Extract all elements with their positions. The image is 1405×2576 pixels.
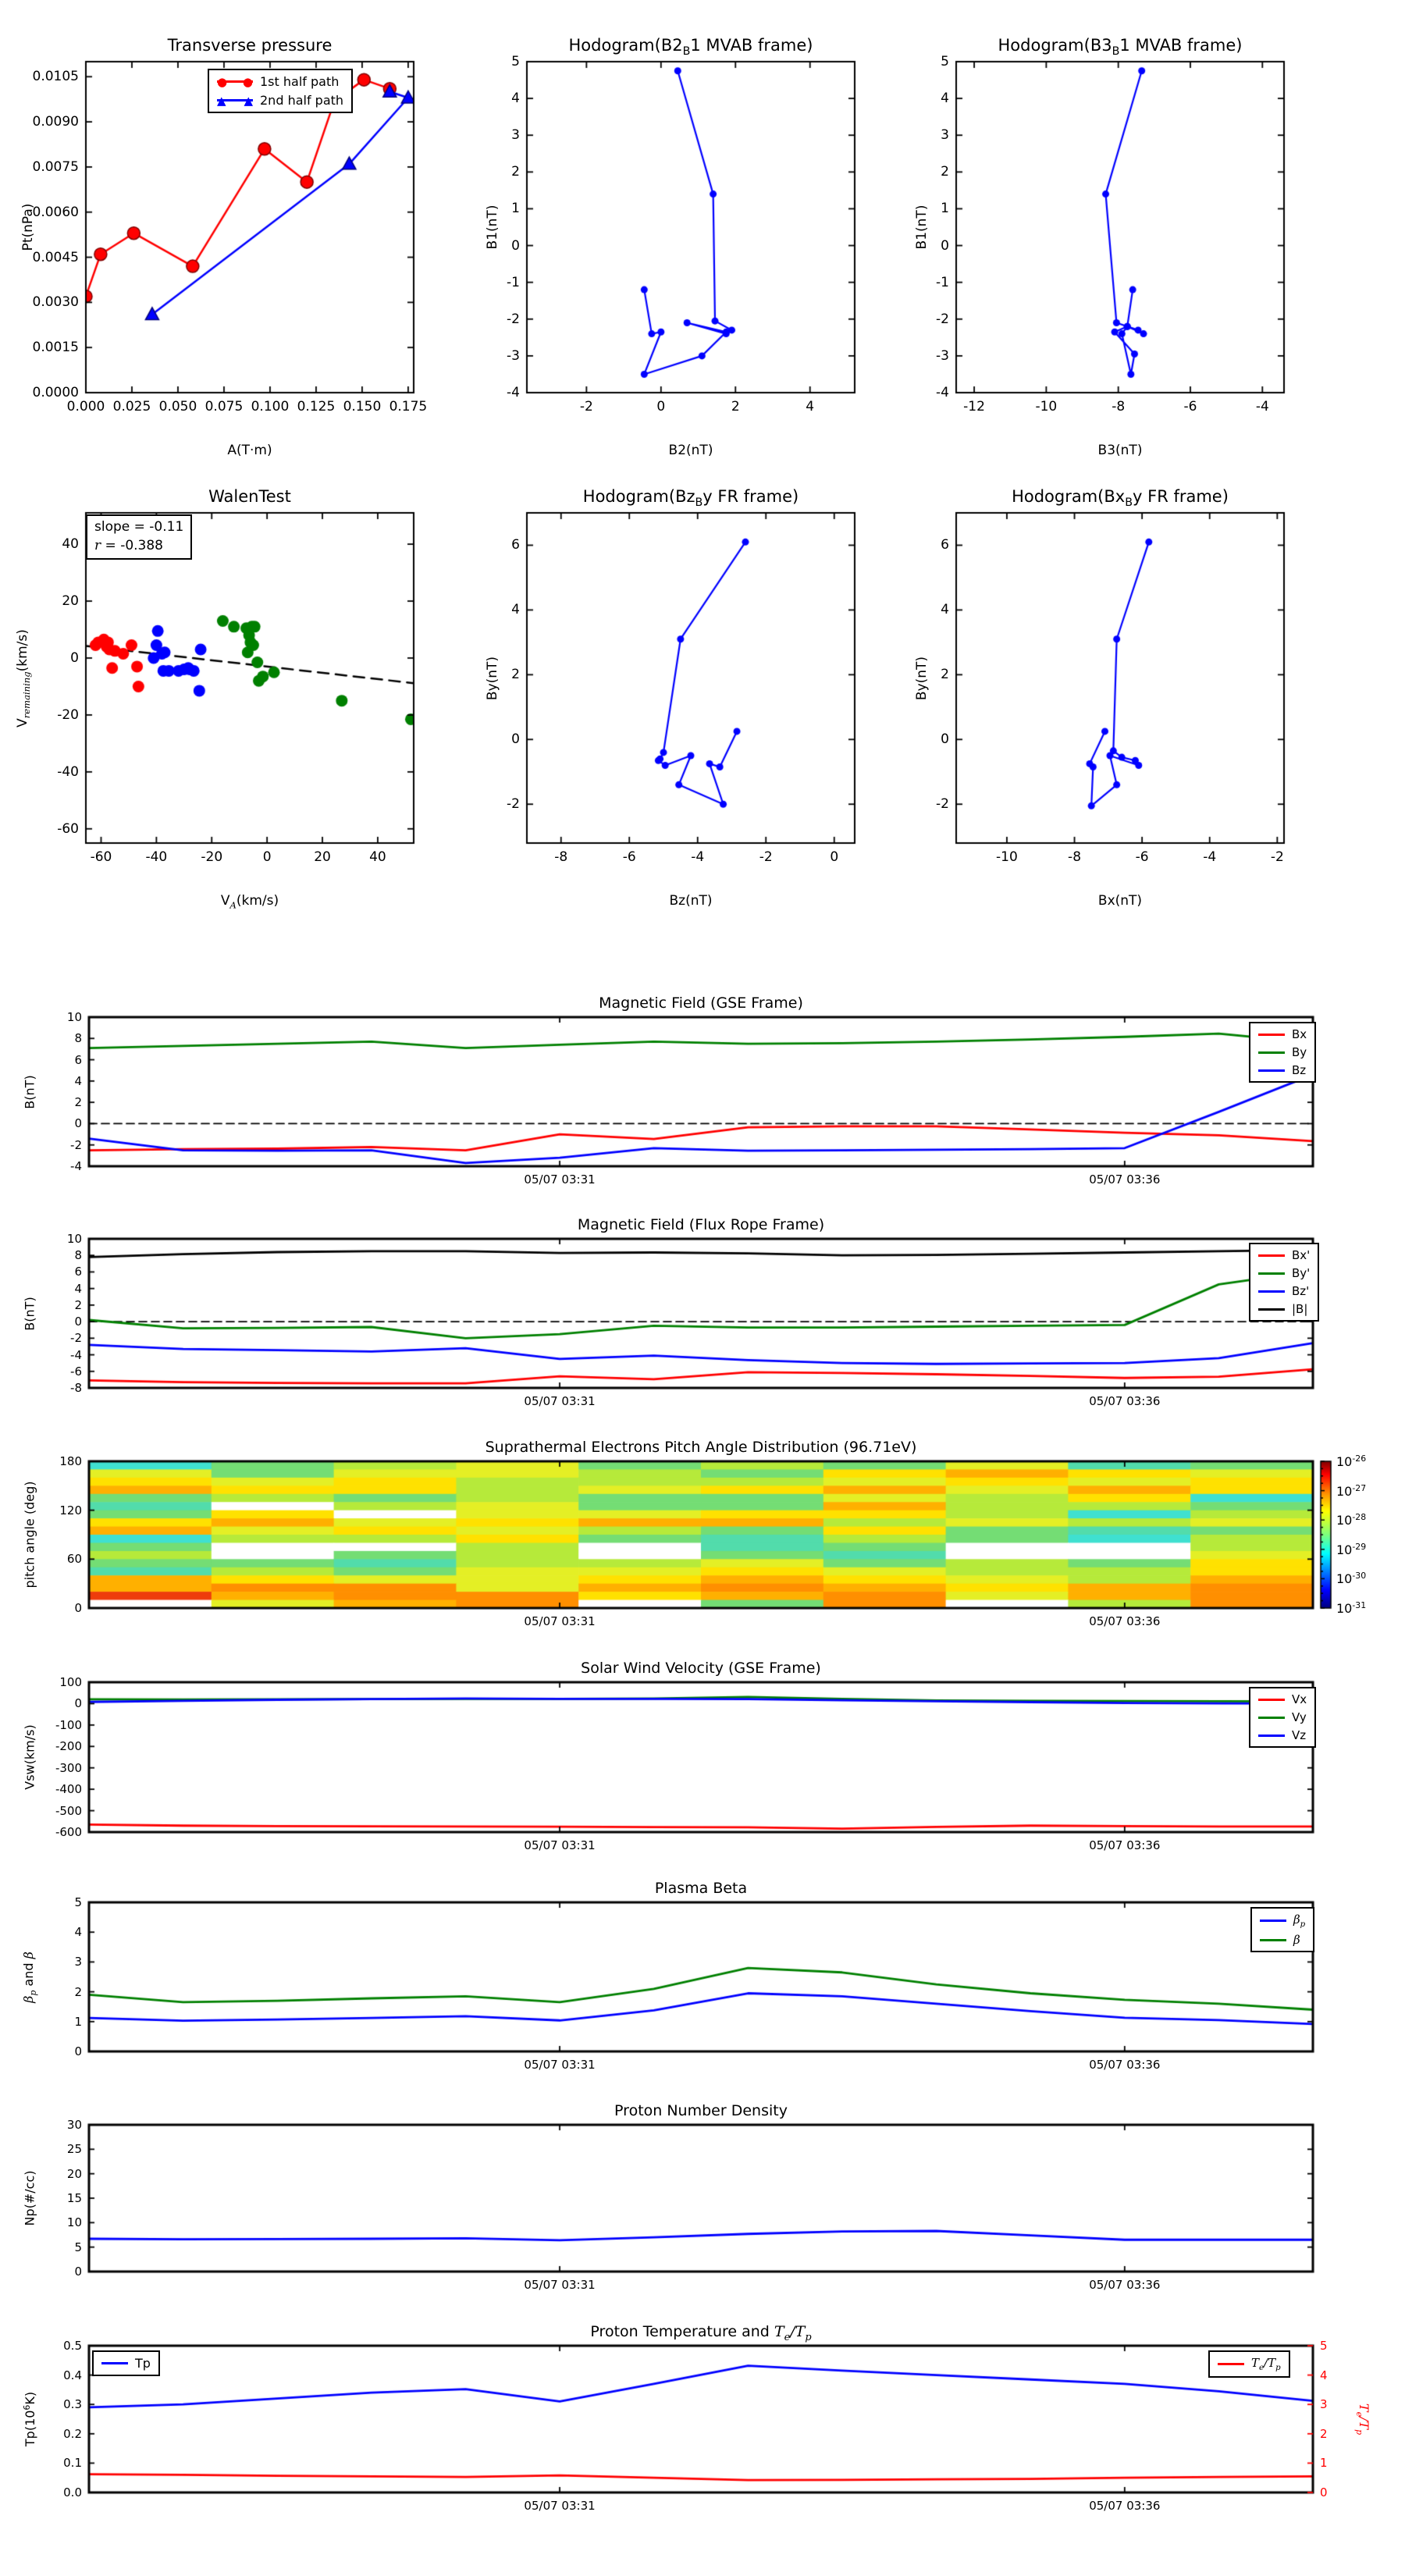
legend-entry	[1258, 1027, 1307, 1041]
y-axis-label-hodogram-b2-b1: B1(nT)	[485, 205, 500, 250]
legend-swatch-icon	[1258, 1028, 1285, 1041]
legend-swatch-icon	[1260, 1934, 1286, 1946]
y-tick-label: -1	[936, 274, 949, 290]
legend-label: $T_e/T_p$	[1251, 2356, 1281, 2372]
y-axis-label-hodogram-bz-by: By(nT)	[485, 656, 500, 700]
y-tick-label: -3	[507, 347, 520, 364]
y-tick-label: 0	[74, 1116, 82, 1131]
y-tick-label: 5	[74, 2240, 82, 2254]
legend-proton-temperature	[92, 2350, 160, 2376]
legend-entry	[1258, 1266, 1310, 1280]
legend-marker-icon: ●	[217, 74, 228, 89]
y-tick-label: -4	[936, 385, 949, 400]
legend-transverse-pressure	[208, 69, 353, 113]
y-axis-label-hodogram-bx-by: By(nT)	[914, 656, 930, 700]
x-tick-label: 05/07 03:36	[1089, 2058, 1161, 2072]
y-tick-label: 4	[511, 602, 520, 618]
y-tick-label: 0.0060	[32, 204, 79, 220]
legend-label: By	[1292, 1045, 1307, 1059]
y-tick-label: 0	[74, 2265, 82, 2279]
y-tick-label: 3	[941, 127, 949, 144]
legend-entry	[217, 93, 343, 108]
y-tick-label: -500	[55, 1803, 82, 1818]
y-tick-label: 4	[941, 602, 949, 618]
x-tick-label: -6	[1183, 399, 1197, 415]
y-axis-label-proton-temperature: $Tp(10^6K)$	[21, 2391, 38, 2447]
y-tick-label: -2	[936, 796, 949, 813]
panel-title-plasma-beta: Plasma Beta	[654, 1880, 748, 1897]
y-tick-label: 5	[74, 1895, 82, 1909]
x-tick-label: 40	[369, 849, 386, 865]
x-tick-label: 0.075	[205, 399, 244, 415]
y-tick-label: 4	[74, 1281, 82, 1296]
y-tick-label: -300	[55, 1760, 82, 1775]
y-tick-label: 0	[74, 1601, 82, 1615]
legend-label: 2nd half path	[260, 93, 344, 108]
x-axis-label-hodogram-bx-by: Bx(nT)	[1097, 893, 1143, 909]
x-tick-label: 05/07 03:31	[524, 1614, 596, 1628]
y-axis-label-walen-test: $V_{remaining}(km/s)$	[14, 628, 33, 728]
y-tick-label: 1	[74, 2014, 82, 2029]
panel-title-solar-wind-velocity: Solar Wind Velocity (GSE Frame)	[581, 1660, 821, 1677]
x-tick-label: 05/07 03:36	[1089, 2278, 1161, 2292]
x-tick-label: -8	[554, 849, 568, 865]
x-tick-label: 0.125	[297, 399, 336, 415]
y-tick-label: 0	[511, 237, 520, 254]
legend-swatch-icon	[1258, 1693, 1285, 1706]
y-tick-label: 0	[70, 649, 79, 666]
y-tick-label: 20	[62, 593, 79, 610]
legend-swatch-icon	[1258, 1046, 1285, 1059]
y-axis-label-magnetic-field-flux-rope: B(nT)	[22, 1296, 37, 1331]
y-tick-label: -2	[936, 311, 949, 327]
legend-swatch-icon	[1258, 1267, 1285, 1279]
legend-swatch-icon	[217, 76, 253, 88]
y-tick-label: -60	[57, 820, 79, 837]
panel-title-proton-temperature: Proton Temperature and $T_e/T_p$	[590, 2323, 812, 2343]
x-axis-label-hodogram-bz-by: Bz(nT)	[669, 893, 713, 909]
legend-label: β	[1293, 1933, 1300, 1947]
y-tick-label: -6	[70, 1364, 82, 1379]
y-tick-label: 2	[511, 164, 520, 180]
legend-label: Bz	[1292, 1063, 1307, 1077]
legend-swatch-icon	[1258, 1249, 1285, 1261]
y-tick-label: 3	[511, 127, 520, 144]
x-tick-label: -6	[622, 849, 636, 865]
panel-title-hodogram-bz-by: $Hodogram(Bz_By$ FR frame)	[582, 487, 799, 510]
legend-entry	[217, 74, 343, 89]
legend-plasma-beta	[1250, 1907, 1314, 1952]
legend-magnetic-field-gse	[1249, 1022, 1316, 1083]
colorbar-label: $10^{-31}$	[1336, 1599, 1367, 1617]
y-tick-label: 8	[74, 1248, 82, 1263]
y-tick-label: 0.2	[63, 2426, 82, 2441]
y-tick-label: 60	[66, 1552, 82, 1567]
secondary-legend-proton-temperature	[1208, 2350, 1290, 2378]
y-tick-label: -400	[55, 1782, 82, 1797]
x-tick-label: 05/07 03:36	[1089, 1614, 1161, 1628]
y-tick-label: 0.0090	[32, 114, 79, 130]
x-tick-label: -12	[963, 399, 985, 415]
legend-entry	[1258, 1045, 1307, 1059]
legend-swatch-icon	[1260, 1915, 1286, 1927]
y-tick-label: 0	[941, 237, 949, 254]
legend-label: Tp	[135, 2356, 151, 2371]
x-tick-label: -10	[996, 849, 1018, 865]
panel-title-magnetic-field-gse: Magnetic Field (GSE Frame)	[599, 994, 803, 1012]
y-axis-label-plasma-beta: $\beta_p$ and β	[20, 1951, 39, 2003]
y-tick-label: -4	[70, 1159, 82, 1173]
x-tick-label: 05/07 03:31	[524, 2499, 596, 2513]
x-tick-label: 0.025	[112, 399, 151, 415]
y-tick-label: 4	[511, 91, 520, 107]
x-tick-label: 05/07 03:36	[1089, 1172, 1161, 1187]
colorbar-label: $10^{-29}$	[1336, 1541, 1367, 1557]
legend-label: $\beta_p$	[1293, 1912, 1306, 1929]
right-y-axis-label-proton-temperature: $T_e/T_p$	[1353, 2403, 1372, 2435]
y-tick-label: 1	[511, 201, 520, 217]
y-tick-label: 25	[66, 2142, 82, 2157]
x-tick-label: 05/07 03:36	[1089, 2499, 1161, 2513]
legend-entry	[1258, 1692, 1307, 1706]
panel-title-hodogram-bx-by: $Hodogram(Bx_By$ FR frame)	[1012, 487, 1229, 510]
legend-swatch-icon	[1218, 2358, 1244, 2371]
y-axis-label-hodogram-b3-b1: B1(nT)	[914, 205, 930, 250]
y-tick-label: 2	[74, 1984, 82, 1999]
legend-marker-icon: ▲	[244, 93, 253, 108]
x-tick-label: -10	[1035, 399, 1058, 415]
y-tick-label: 0	[511, 731, 520, 748]
y-tick-label: 6	[511, 537, 520, 553]
x-tick-label: -2	[759, 849, 773, 865]
y-tick-label: 0.0105	[32, 69, 79, 85]
y-tick-label: -200	[55, 1739, 82, 1754]
x-tick-label: 05/07 03:31	[524, 1394, 596, 1408]
y-tick-label: 10	[66, 1232, 82, 1246]
y-tick-label: 30	[66, 2118, 82, 2132]
x-tick-label: 20	[314, 849, 331, 865]
x-tick-label: 05/07 03:31	[524, 2278, 596, 2292]
y-tick-label: 6	[74, 1052, 82, 1067]
legend-entry	[1258, 1063, 1307, 1077]
y-axis-label-solar-wind-velocity: Vsw(km/s)	[22, 1724, 37, 1790]
y-tick-label: -2	[507, 311, 520, 327]
x-tick-label: 0	[656, 399, 666, 415]
y-tick-label: -2	[70, 1137, 82, 1152]
legend-label: Vy	[1292, 1710, 1307, 1724]
x-tick-label: -40	[145, 849, 168, 865]
y-tick-label: -8	[70, 1381, 82, 1395]
legend-entry	[1260, 1933, 1305, 1947]
y-tick-label: -100	[55, 1717, 82, 1732]
legend-entry	[1258, 1284, 1310, 1298]
colorbar-label: $10^{-27}$	[1336, 1482, 1367, 1499]
colorbar-label: $10^{-28}$	[1336, 1512, 1367, 1528]
x-tick-label: -2	[1270, 849, 1284, 865]
y-axis-label-transverse-pressure: Pt(nPa)	[20, 203, 36, 251]
y-tick-label: 3	[74, 1955, 82, 1969]
y-axis-label-electron-pad: pitch angle (deg)	[22, 1481, 37, 1589]
panel-title-hodogram-b2-b1: $Hodogram(B2_B1$ MVAB frame)	[568, 36, 813, 59]
legend-entry	[1258, 1728, 1307, 1742]
legend-swatch-icon	[1258, 1711, 1285, 1724]
y-tick-label: 0.0	[63, 2485, 82, 2500]
y-tick-label: 4	[74, 1925, 82, 1940]
colorbar-label: $10^{-30}$	[1336, 1571, 1367, 1587]
x-tick-label: 05/07 03:31	[524, 1172, 596, 1187]
x-tick-label: -20	[201, 849, 223, 865]
x-tick-label: -2	[579, 399, 593, 415]
y-tick-label: 0.1	[63, 2456, 82, 2471]
legend-entry	[1218, 2356, 1281, 2372]
y-tick-label: 0.0000	[32, 385, 79, 400]
legend-solar-wind-velocity	[1249, 1687, 1316, 1748]
annotation-box	[86, 514, 192, 560]
panel-title-magnetic-field-flux-rope: Magnetic Field (Flux Rope Frame)	[577, 1216, 825, 1233]
y-tick-label: 0	[74, 2044, 82, 2058]
annotation-line: r = -0.388	[94, 537, 163, 553]
y-tick-label: 2	[511, 667, 520, 683]
legend-label: Bx'	[1292, 1248, 1311, 1262]
y-tick-label: 0.3	[63, 2397, 82, 2412]
y-tick-label: 2	[941, 667, 949, 683]
panel-title-proton-number-density: Proton Number Density	[614, 2102, 788, 2119]
right-y-tick-label: 3	[1320, 2397, 1328, 2412]
legend-entry	[1260, 1912, 1305, 1929]
panel-title-walen-test: WalenTest	[208, 487, 291, 506]
legend-label: By'	[1292, 1266, 1311, 1280]
y-tick-label: -2	[507, 796, 520, 813]
y-tick-label: -4	[70, 1347, 82, 1362]
x-tick-label: 0.100	[251, 399, 290, 415]
y-tick-label: 6	[941, 537, 949, 553]
y-tick-label: -20	[57, 706, 79, 723]
y-tick-label: 2	[74, 1095, 82, 1110]
y-tick-label: -1	[507, 274, 520, 290]
x-tick-label: -8	[1068, 849, 1082, 865]
y-tick-label: 0.0045	[32, 249, 79, 265]
y-tick-label: 0.0015	[32, 340, 79, 356]
right-y-tick-label: 0	[1320, 2485, 1328, 2500]
x-tick-label: 0	[262, 849, 272, 865]
legend-swatch-icon	[1258, 1285, 1285, 1297]
y-tick-label: 0.5	[63, 2339, 82, 2353]
right-y-tick-label: 5	[1320, 2339, 1328, 2353]
x-tick-label: -4	[1255, 399, 1269, 415]
x-tick-label: -4	[691, 849, 705, 865]
y-tick-label: -40	[57, 763, 79, 780]
y-axis-label-magnetic-field-gse: B(nT)	[22, 1074, 37, 1109]
y-tick-label: 0.0075	[32, 158, 79, 175]
legend-label: Vz	[1292, 1728, 1307, 1742]
x-tick-label: -60	[90, 849, 112, 865]
y-axis-label-proton-number-density: Np(#/cc)	[22, 2170, 37, 2226]
x-tick-label: 2	[731, 399, 740, 415]
y-tick-label: 120	[59, 1503, 82, 1517]
y-tick-label: 10	[66, 2215, 82, 2230]
y-tick-label: 4	[74, 1073, 82, 1088]
y-tick-label: 180	[59, 1454, 82, 1468]
x-tick-label: 05/07 03:36	[1089, 1394, 1161, 1408]
y-tick-label: 8	[74, 1031, 82, 1046]
x-axis-label-walen-test: $V_A(km/s)$	[220, 893, 279, 911]
legend-swatch-icon	[1258, 1729, 1285, 1742]
y-tick-label: 0.4	[63, 2368, 82, 2382]
x-axis-label-hodogram-b3-b1: B3(nT)	[1097, 443, 1143, 458]
y-tick-label: 5	[511, 54, 520, 69]
legend-marker-icon: ●	[242, 74, 253, 89]
panel-title-electron-pad: Suprathermal Electrons Pitch Angle Distribution (96.71eV)	[485, 1439, 917, 1456]
panel-title-hodogram-b3-b1: $Hodogram(B3_B1$ MVAB frame)	[998, 36, 1243, 59]
x-tick-label: -4	[1203, 849, 1217, 865]
y-tick-label: -2	[70, 1331, 82, 1346]
legend-swatch-icon	[1258, 1064, 1285, 1076]
y-tick-label: 2	[74, 1297, 82, 1312]
y-tick-label: 20	[66, 2166, 82, 2181]
legend-entry	[1258, 1248, 1310, 1262]
legend-label: Vx	[1292, 1692, 1307, 1706]
y-tick-label: 10	[66, 1010, 82, 1024]
panel-title-transverse-pressure: Transverse pressure	[167, 36, 333, 55]
y-tick-label: -4	[507, 385, 520, 400]
x-tick-label: -8	[1112, 399, 1126, 415]
x-tick-label: 0	[830, 849, 839, 865]
legend-entry	[1258, 1710, 1307, 1724]
y-tick-label: 15	[66, 2191, 82, 2205]
y-tick-label: 100	[59, 1675, 82, 1689]
x-tick-label: 4	[806, 399, 815, 415]
legend-label: |B|	[1292, 1302, 1308, 1316]
y-tick-label: 6	[74, 1265, 82, 1279]
x-tick-label: 05/07 03:31	[524, 1838, 596, 1852]
y-tick-label: 40	[62, 536, 79, 553]
legend-label: Bx	[1292, 1027, 1307, 1041]
y-tick-label: 1	[941, 201, 949, 217]
y-tick-label: 0	[74, 1696, 82, 1711]
x-tick-label: 0.050	[158, 399, 197, 415]
x-tick-label: 0.150	[343, 399, 382, 415]
x-tick-label: -6	[1135, 849, 1149, 865]
x-axis-label-transverse-pressure: A(T·m)	[227, 443, 272, 458]
legend-entry	[101, 2356, 151, 2371]
legend-swatch-icon	[217, 94, 253, 107]
legend-label: Bz'	[1292, 1284, 1310, 1298]
y-tick-label: 2	[941, 164, 949, 180]
y-tick-label: 0.0030	[32, 294, 79, 311]
annotation-line: slope = -0.11	[94, 519, 184, 535]
x-axis-label-hodogram-b2-b1: B2(nT)	[668, 443, 713, 458]
y-tick-label: -3	[936, 347, 949, 364]
y-tick-label: 0	[941, 731, 949, 748]
legend-label: 1st half path	[260, 74, 340, 89]
y-tick-label: 5	[941, 54, 949, 69]
legend-marker-icon: ▲	[217, 93, 226, 108]
y-tick-label: -600	[55, 1825, 82, 1839]
y-tick-label: 4	[941, 91, 949, 107]
colorbar-label: $10^{-26}$	[1336, 1453, 1367, 1470]
x-tick-label: 0.000	[66, 399, 105, 415]
x-tick-label: 05/07 03:36	[1089, 1838, 1161, 1852]
right-y-tick-label: 1	[1320, 2456, 1328, 2471]
legend-magnetic-field-flux-rope	[1249, 1243, 1319, 1322]
x-tick-label: 05/07 03:31	[524, 2058, 596, 2072]
x-tick-label: 0.175	[389, 399, 428, 415]
y-tick-label: 0	[74, 1315, 82, 1329]
right-y-tick-label: 2	[1320, 2426, 1328, 2441]
right-y-tick-label: 4	[1320, 2368, 1328, 2382]
legend-entry	[1258, 1302, 1310, 1316]
legend-swatch-icon	[1258, 1303, 1285, 1315]
legend-swatch-icon	[101, 2357, 128, 2370]
